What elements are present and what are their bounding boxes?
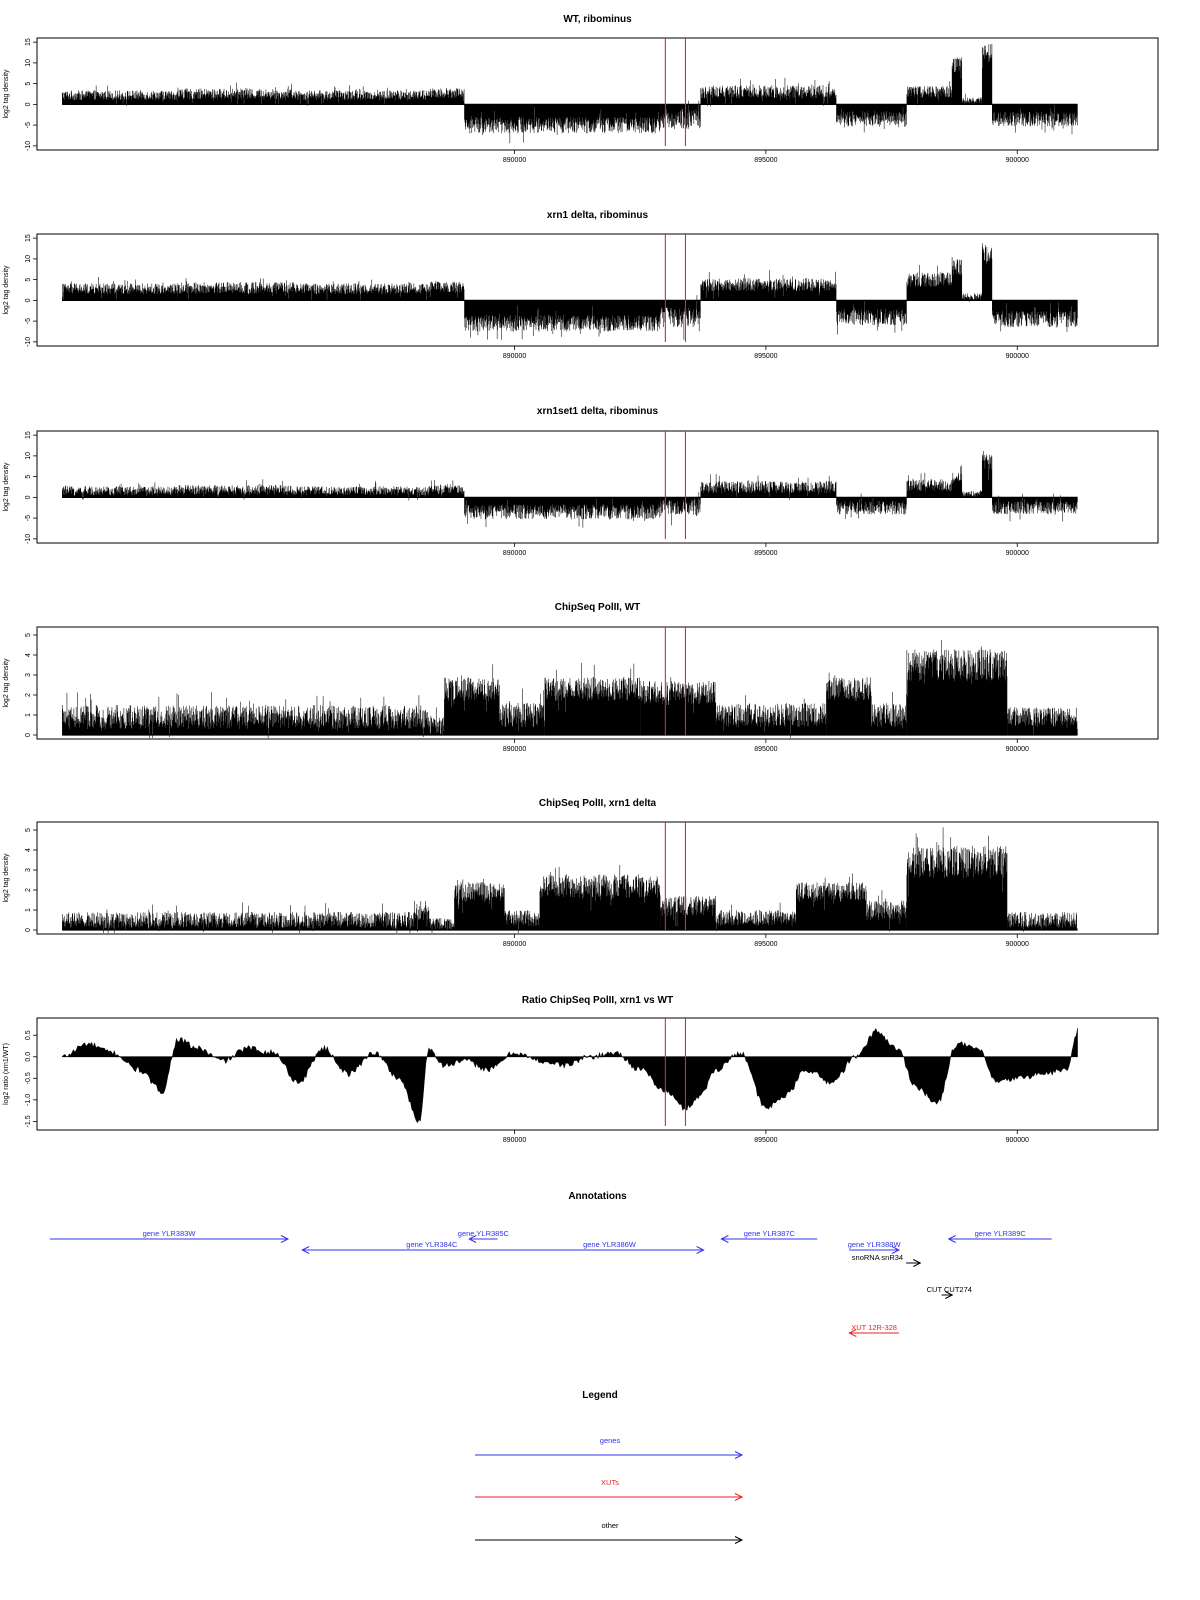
signal-segment-12 [1007, 912, 1077, 932]
ratio-area [62, 1028, 1077, 1123]
y-tick-label: 0 [25, 928, 32, 932]
y-axis [3, 431, 37, 544]
y-tick-label: 10 [25, 254, 32, 263]
signal-segment-4 [429, 88, 464, 105]
y-tick-label: 15 [25, 234, 32, 243]
y-tick-label: 2 [25, 888, 32, 892]
legend-title: Legend [582, 1390, 618, 1401]
y-tick-label: 5 [25, 828, 32, 832]
signal-segment-7 [701, 78, 836, 107]
plot-frame [37, 1018, 1158, 1130]
chart-panel-4 [3, 602, 1158, 753]
legend-label: other [601, 1521, 619, 1530]
y-tick-label: 0 [25, 102, 32, 107]
legend-label: XUTs [601, 1478, 619, 1487]
y-tick-label: 0 [25, 495, 32, 500]
y-tick-label: 2 [25, 693, 32, 697]
y-tick-label: -5 [25, 317, 32, 325]
signal-segment-4 [429, 281, 464, 301]
y-tick-label: 5 [25, 81, 32, 86]
y-tick-label: 5 [25, 277, 32, 282]
y-tick-label: 0 [25, 298, 32, 303]
feature-xut-12r-328 [849, 1323, 899, 1337]
x-tick-label: 895000 [754, 941, 778, 948]
chart-panel-2 [3, 210, 1158, 360]
x-tick-label: 890000 [502, 1137, 527, 1144]
x-tick-label: 900000 [1005, 353, 1029, 360]
signal-segment-11 [962, 94, 982, 105]
y-tick-label: -0.5 [25, 1072, 32, 1085]
signal-segment-1 [62, 692, 429, 738]
signal-segment-9 [907, 81, 952, 105]
x-axis [503, 1130, 1029, 1144]
x-tick-label: 890000 [502, 353, 527, 360]
signal-segment-2 [414, 901, 429, 932]
feature-label: CUT CUT274 [926, 1285, 972, 1294]
feature-snorna-snr34 [852, 1253, 920, 1267]
x-tick-label: 895000 [754, 157, 778, 164]
y-axis-label: log2 tag density [3, 658, 10, 708]
feature-gene-ylr388w [848, 1240, 902, 1254]
signal-segment-8 [716, 903, 796, 932]
x-tick-label: 895000 [754, 353, 778, 360]
y-tick-label: -5 [25, 121, 32, 129]
signal-segment-3 [294, 280, 429, 301]
feature-label: gene YLR386W [583, 1240, 636, 1249]
x-tick-label: 890000 [502, 550, 527, 557]
signal-segment-7 [701, 474, 836, 500]
signal-segment-12 [982, 451, 992, 497]
signal-segment-10 [867, 890, 907, 931]
signal-segment-3 [444, 664, 499, 735]
signal-segment-2 [178, 479, 293, 499]
y-tick-label: -10 [25, 140, 32, 151]
signal-segment-4 [454, 879, 504, 930]
y-axis [3, 828, 37, 932]
x-axis [503, 150, 1029, 164]
x-tick-label: 900000 [1005, 941, 1029, 948]
y-axis [3, 633, 37, 737]
y-tick-label: 5 [25, 474, 32, 479]
signal-segment-7 [701, 270, 836, 300]
signal-segment-9 [907, 265, 952, 300]
x-axis [503, 739, 1029, 753]
chart-title: Ratio ChipSeq PolII, xrn1 vs WT [521, 995, 674, 1006]
annotations-track [50, 1191, 1052, 1337]
feature-label: gene YLR383W [142, 1229, 196, 1238]
signal-segment-6 [661, 101, 701, 129]
x-axis [503, 934, 1029, 948]
x-tick-label: 890000 [502, 746, 527, 753]
feature-label: XUT 12R-328 [851, 1323, 897, 1332]
y-tick-label: 1 [25, 908, 32, 912]
signal-segment-3 [429, 918, 454, 933]
x-tick-label: 900000 [1005, 157, 1029, 164]
y-tick-label: -5 [25, 514, 32, 522]
y-tick-label: 4 [25, 653, 32, 657]
feature-label: gene YLR385C [457, 1229, 509, 1238]
signal-segment-6 [540, 865, 660, 930]
signal-segment-12 [982, 243, 992, 300]
signal-segment-8 [836, 300, 906, 334]
x-tick-label: 895000 [754, 746, 778, 753]
y-axis [3, 38, 37, 151]
y-tick-label: 3 [25, 673, 32, 677]
signal-segment-6 [640, 677, 715, 735]
y-tick-label: 5 [25, 633, 32, 637]
y-axis-label: log2 tag density [3, 265, 10, 315]
y-tick-label: -10 [25, 533, 32, 544]
signal-segment-8 [836, 104, 906, 132]
signal-segment-2 [178, 82, 293, 105]
signal-segment-2 [429, 707, 444, 735]
signal-segment-2 [178, 278, 293, 300]
signal-segment-9 [796, 874, 866, 930]
feature-label: gene YLR384C [406, 1240, 458, 1249]
x-tick-label: 890000 [502, 941, 527, 948]
chart-title: xrn1set1 delta, ribominus [536, 406, 659, 417]
feature-gene-ylr385c [458, 1229, 510, 1243]
signal-segment-5 [545, 663, 640, 735]
y-tick-label: 0 [25, 733, 32, 737]
feature-cut-cut274 [927, 1285, 972, 1299]
x-tick-label: 890000 [502, 157, 527, 164]
annotations-title: Annotations [568, 1191, 627, 1202]
signal-segment-5 [464, 104, 660, 143]
y-tick-label: -10 [25, 336, 32, 347]
signal-segment-9 [907, 473, 952, 498]
signal-segment-13 [992, 104, 1077, 134]
chart-panel-3 [3, 406, 1158, 557]
signal-segment-13 [992, 300, 1077, 332]
signal-segment-4 [429, 480, 464, 497]
signal-segment-6 [661, 295, 701, 340]
y-axis-label: log2 ratio (xrn1/WT) [3, 1043, 10, 1105]
legend-label: genes [599, 1436, 621, 1445]
feature-label: gene YLR387C [743, 1229, 795, 1238]
y-tick-label: 10 [25, 58, 32, 67]
signal-segment-9 [872, 692, 907, 735]
y-tick-label: 10 [25, 451, 32, 460]
signal-segment-5 [464, 497, 660, 527]
legend-entry-xut [475, 1478, 742, 1501]
y-tick-label: 4 [25, 848, 32, 852]
signal-segment-5 [464, 300, 660, 339]
x-tick-label: 900000 [1005, 550, 1029, 557]
chart-panel-1 [3, 14, 1158, 164]
y-axis-label: log2 tag density [3, 462, 10, 512]
signal-segment-10 [952, 465, 962, 497]
signal-segment-4 [500, 689, 545, 735]
feature-gene-ylr389c [949, 1229, 1052, 1243]
signal-segment-10 [907, 640, 1007, 735]
legend-entry-other [475, 1521, 742, 1544]
chart-title: ChipSeq PolII, WT [554, 602, 641, 613]
chart-title: WT, ribominus [563, 14, 632, 25]
signal-segment-8 [826, 673, 871, 735]
x-tick-label: 895000 [754, 1137, 778, 1144]
feature-label: gene YLR389C [974, 1229, 1026, 1238]
y-tick-label: 3 [25, 868, 32, 872]
x-axis [503, 346, 1029, 360]
signal-segment-11 [907, 827, 1007, 930]
y-axis [3, 234, 37, 347]
x-axis [503, 543, 1029, 557]
x-tick-label: 900000 [1005, 1137, 1029, 1144]
signal-segment-3 [294, 85, 429, 106]
y-tick-label: -1.5 [25, 1115, 32, 1128]
signal-segment-1 [62, 277, 177, 300]
chart-title: ChipSeq PolII, xrn1 delta [538, 798, 657, 809]
y-axis-label: log2 tag density [3, 69, 10, 119]
feature-label: snoRNA snR34 [851, 1253, 904, 1262]
feature-gene-ylr387c [721, 1229, 817, 1243]
y-tick-label: 1 [25, 713, 32, 717]
legend [475, 1390, 742, 1544]
feature-label: gene YLR388W [847, 1240, 901, 1249]
y-tick-label: 0.0 [25, 1051, 32, 1062]
signal-segment-7 [716, 695, 826, 737]
signal-segment-7 [661, 896, 716, 930]
y-tick-label: 15 [25, 431, 32, 440]
signal-segment-12 [982, 44, 992, 105]
y-axis [3, 1030, 37, 1127]
x-tick-label: 895000 [754, 550, 778, 557]
chart-panel-6 [3, 995, 1158, 1144]
y-axis-label: log2 tag density [3, 853, 10, 903]
signal-segment-1 [62, 86, 177, 106]
y-tick-label: -1.0 [25, 1093, 32, 1106]
legend-entry-gene [475, 1436, 742, 1459]
y-tick-label: 0.5 [25, 1030, 32, 1041]
y-tick-label: 15 [25, 38, 32, 47]
signal-segment-10 [952, 257, 962, 300]
signal-segment-11 [962, 490, 982, 497]
chart-title: xrn1 delta, ribominus [546, 210, 649, 221]
feature-gene-ylr386w [515, 1240, 703, 1254]
x-tick-label: 900000 [1005, 746, 1029, 753]
feature-gene-ylr384c [302, 1240, 561, 1254]
signal-segment-1 [62, 903, 414, 933]
signal-segment-10 [952, 58, 962, 105]
signal-segment-11 [1007, 707, 1077, 735]
feature-gene-ylr383w [50, 1229, 288, 1243]
chart-panel-5 [3, 798, 1158, 948]
